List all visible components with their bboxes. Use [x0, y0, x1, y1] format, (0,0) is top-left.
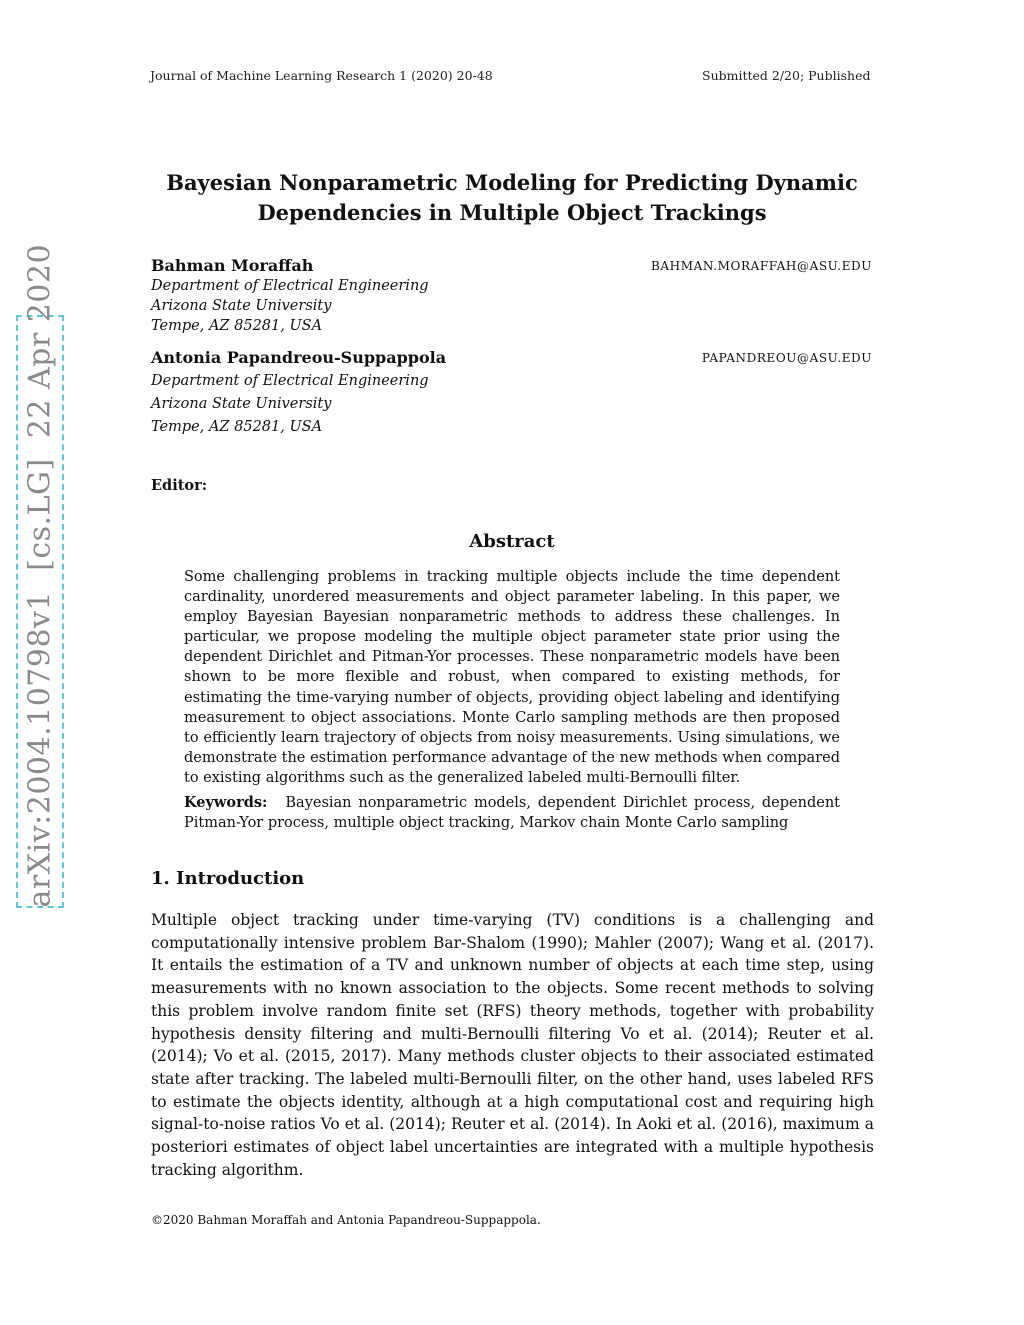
abstract-body: Some challenging problems in tracking multiple objects include the time dependent cardinality, unordered measurements and object parameter labeling. In this paper, we employ Bayesian Bayesian nonparametric methods to address these challenges. In particular, we propose modeling the multiple object parameter state prior using the dependent Dirichlet and Pitman-Yor processes. These nonparametric models have been shown to be more flexible and robust, when compared to existing methods, for estimating the time-varying number of objects, providing object labeling and identifying measurement to object associations. Monte Carlo sampling methods are then proposed to efficiently learn trajectory of objects from noisy measurements. Using simulations, we demonstrate the estimation performance advantage of the new methods when compared to existing algorithms such as the generalized labeled multi-Bernoulli filter.: [184, 569, 840, 786]
introduction-body: Multiple object tracking under time-varying (TV) conditions is a challenging and computationally intensive problem Bar-Shalom (1990); Mahler (2007); Wang et al. (2017). It entails the estimation of a TV and unknown number of objects at each time step, using measurements with no known association to the objects. Some recent methods to solving this problem involve random finite set (RFS) theory methods, together with probability hypothesis density filtering and multi-Bernoulli filtering Vo et al. (2014); Reuter et al. (2014); Vo et al. (2015, 2017). Many methods cluster objects to their associated estimated state after tracking. The labeled multi-Bernoulli filter, on the other hand, uses labeled RFS to estimate the objects identity, although at a high computational cost and requiring high signal-to-noise ratios Vo et al. (2014); Reuter et al. (2014). In Aoki et al. (2016), maximum a posteriori estimates of object label uncertainties are integrated with a multiple hypothesis tracking algorithm.: [151, 911, 874, 1179]
arxiv-stamp: arXiv:2004.10798v1 [cs.LG] 22 Apr 2020: [22, 243, 58, 908]
author-department: Department of Electrical Engineering: [151, 373, 429, 389]
keywords-label: Keywords:: [184, 794, 268, 811]
running-header-submitted: Submitted 2/20; Published: [702, 68, 871, 83]
author-address: Tempe, AZ 85281, USA: [151, 419, 323, 435]
abstract-heading: Abstract: [469, 531, 555, 552]
running-header-journal: Journal of Machine Learning Research 1 (2020) 20-48: [150, 68, 493, 83]
author-email: BAHMAN.MORAFFAH@ASU.EDU: [650, 259, 872, 273]
keywords-text: Bayesian nonparametric models, dependent Dirichlet process, dependent Pitman-Yor process, multiple object tracking, Markov chain Monte Carlo sampling: [184, 795, 840, 832]
paper-title: Bayesian Nonparametric Modeling for Predicting Dynamic Dependencies in Multiple Object Trackings: [166, 170, 858, 225]
author-email: PAPANDREOU@ASU.EDU: [701, 351, 872, 365]
keywords: [184, 793, 840, 833]
author-name: Antonia Papandreou-Suppappola: [151, 348, 447, 367]
author-address: Tempe, AZ 85281, USA: [151, 318, 323, 334]
author-department: Department of Electrical Engineering: [151, 278, 429, 294]
author-name: Bahman Moraffah: [151, 256, 314, 275]
author-university: Arizona State University: [151, 396, 332, 412]
author-university: Arizona State University: [151, 298, 332, 314]
editor-label: Editor:: [151, 477, 208, 494]
section-heading-introduction: 1. Introduction: [151, 868, 305, 889]
copyright-footnote: ©2020 Bahman Moraffah and Antonia Papandreou-Suppappola.: [151, 1213, 541, 1227]
